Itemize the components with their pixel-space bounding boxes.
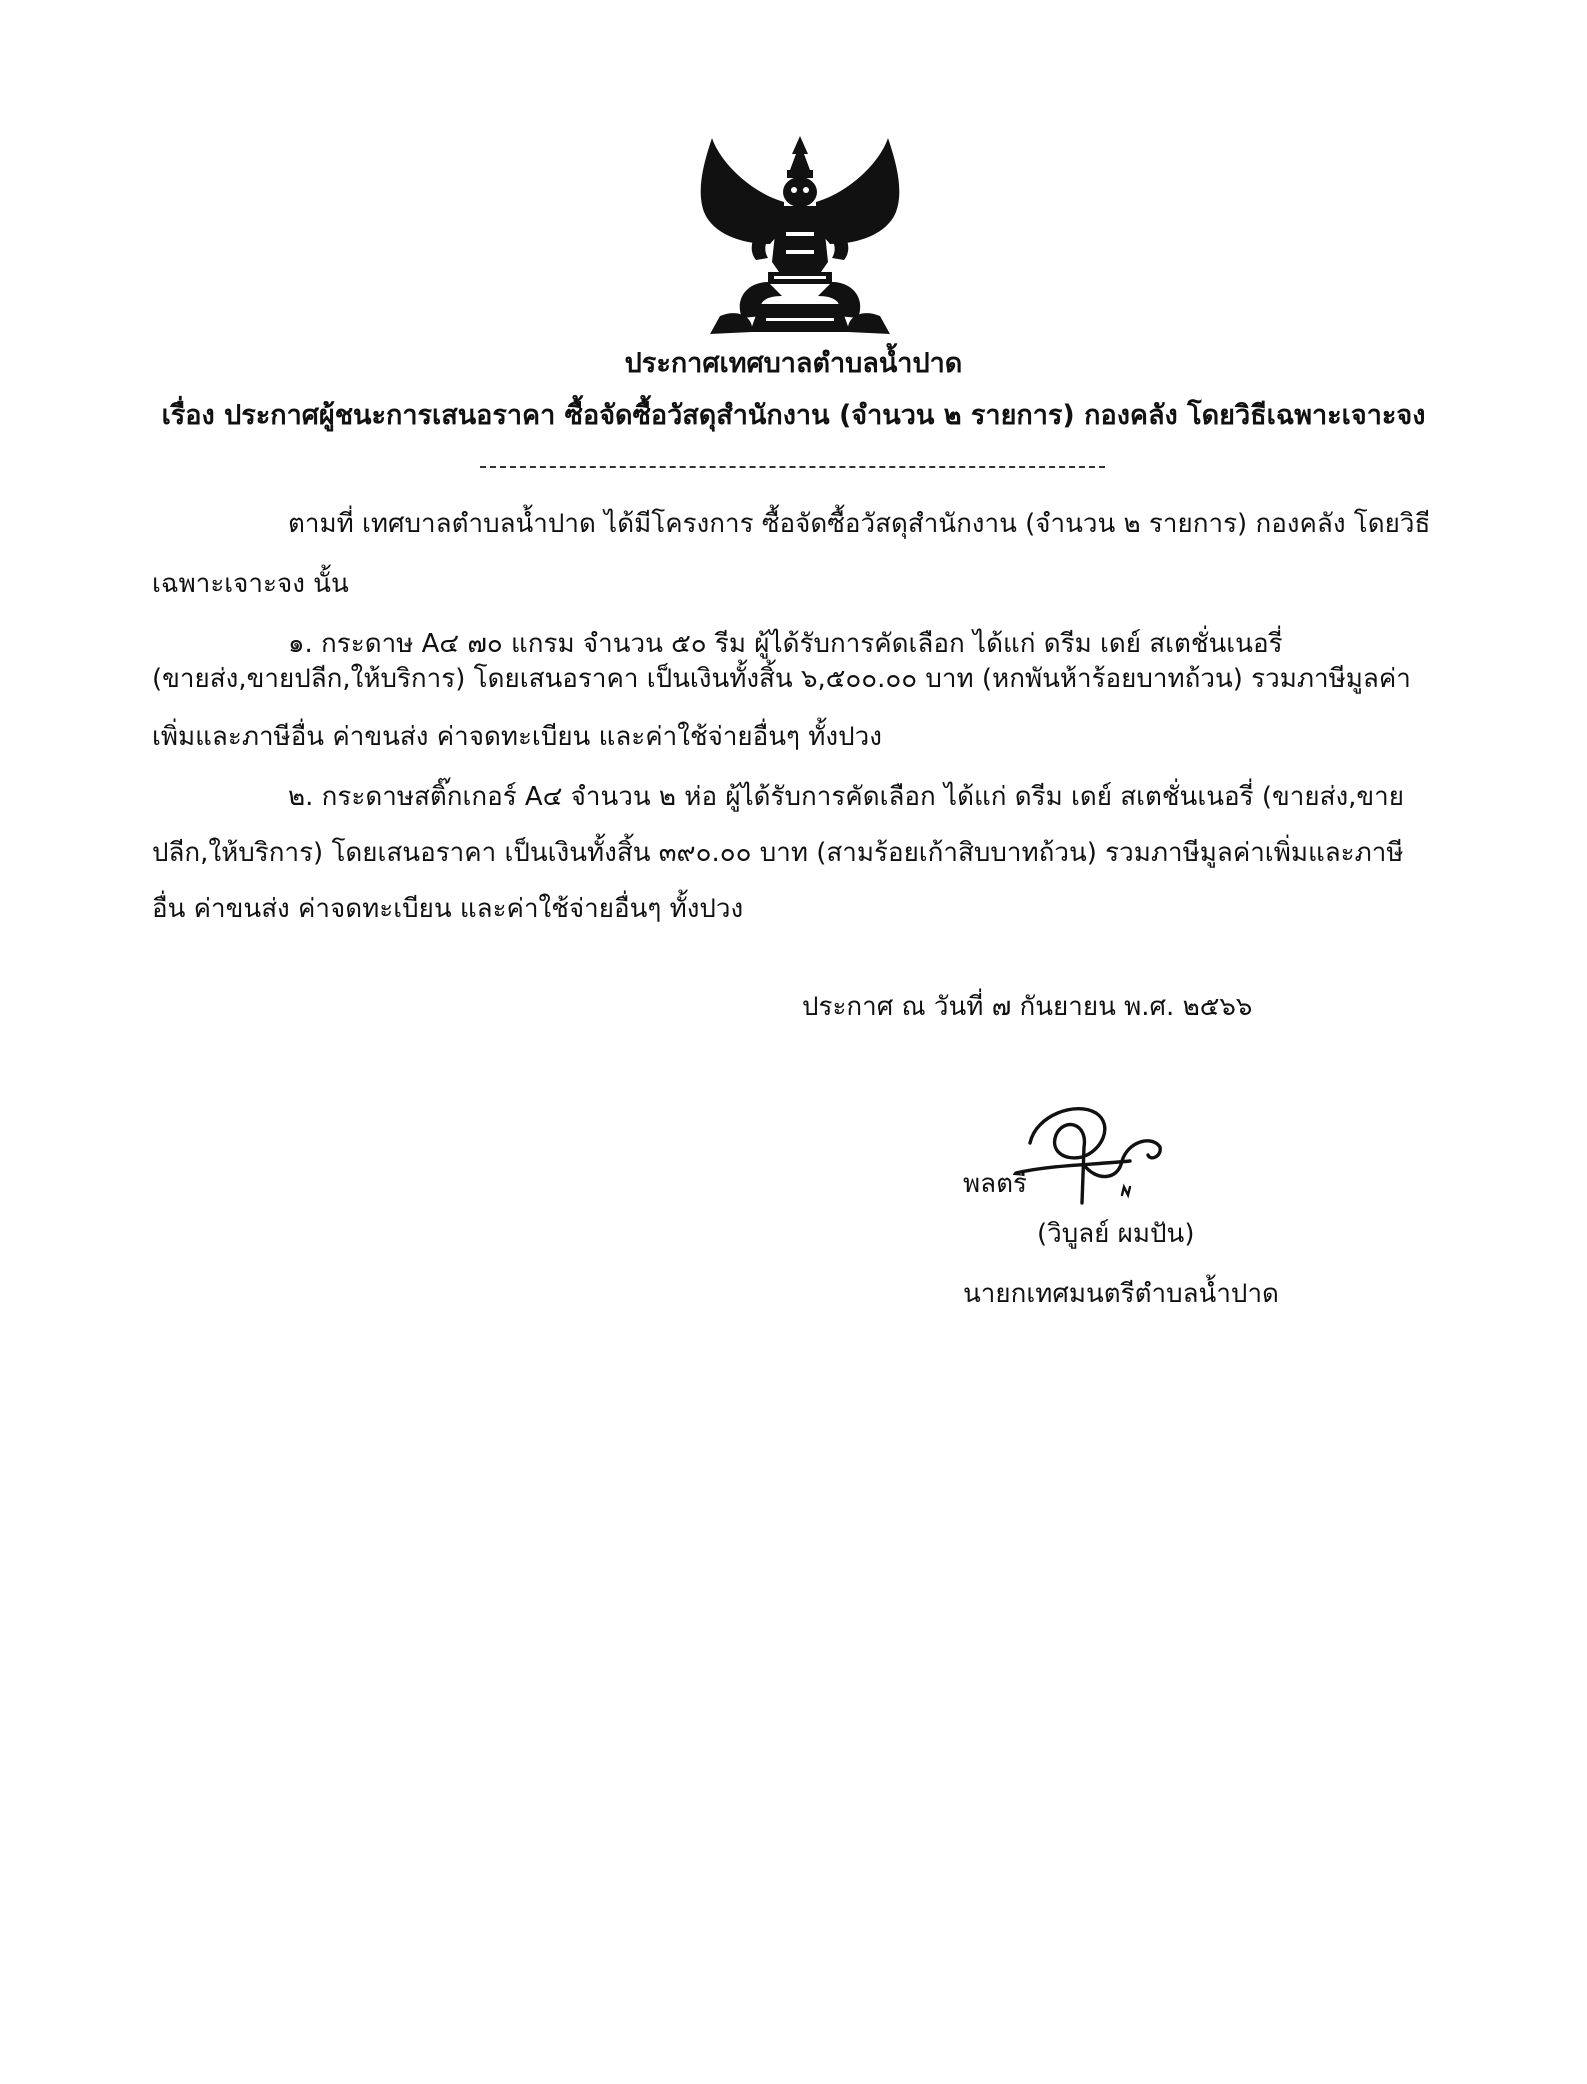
signatory-rank: พลตรี [963,1169,1027,1199]
item-2-line: อื่น ค่าขนส่ง ค่าจดทะเบียน และค่าใช้จ่ายอื่นๆ ทั้งปวง [152,894,744,924]
item-1-line: เพิ่มและภาษีอื่น ค่าขนส่ง ค่าจดทะเบียน และค่าใช้จ่ายอื่นๆ ทั้งปวง [152,722,882,752]
item-1-line: ๑. กระดาษ A๔ ๗๐ แกรม จำนวน ๕๐ รีม ผู้ได้รับการคัดเลือก ได้แก่ ดรีม เดย์ สเตชั่นเนอรี่ [288,629,1283,659]
item-1-line: (ขายส่ง,ขายปลีก,ให้บริการ) โดยเสนอราคา เป็นเงินทั้งสิ้น ๖,๕๐๐.๐๐ บาท (หกพันห้าร้อยบาทถ้วน) รวมภาษีมูลค่า [152,664,1411,694]
dashed-divider [480,466,1105,468]
item-2-line: ปลีก,ให้บริการ) โดยเสนอราคา เป็นเงินทั้งสิ้น ๓๙๐.๐๐ บาท (สามร้อยเก้าสิบบาทถ้วน) รวมภาษีมูลค่าเพิ่มและภาษี [152,838,1404,868]
intro-line: ตามที่ เทศบาลตำบลน้ำปาด ได้มีโครงการ ซื้อจัดซื้อวัสดุสำนักงาน (จำนวน ๒ รายการ) กองคลัง โดยวิธี [288,509,1431,539]
announcement-date: ประกาศ ณ วันที่ ๗ กันยายน พ.ศ. ๒๕๖๖ [802,992,1253,1022]
item-2-line: ๒. กระดาษสติ๊กเกอร์ A๔ จำนวน ๒ ห่อ ผู้ได้รับการคัดเลือก ได้แก่ ดรีม เดย์ สเตชั่นเนอรี่ (ขายส่ง,ขาย [288,782,1405,812]
subject-line: เรื่อง ประกาศผู้ชนะการเสนอราคา ซื้อจัดซื้อวัสดุสำนักงาน (จำนวน ๒ รายการ) กองคลัง โดยวิธีเฉพาะเจาะจง [161,400,1426,431]
signatory-position: นายกเทศมนตรีตำบลน้ำปาด [963,1279,1279,1309]
signatory-name: (วิบูลย์ ผมปัน) [1037,1219,1195,1249]
intro-line: เฉพาะเจาะจง นั้น [152,569,349,599]
page-title: ประกาศเทศบาลตำบลน้ำปาด [624,348,963,379]
garuda-emblem-icon [690,132,910,342]
handwritten-signature-icon [1010,1095,1170,1210]
